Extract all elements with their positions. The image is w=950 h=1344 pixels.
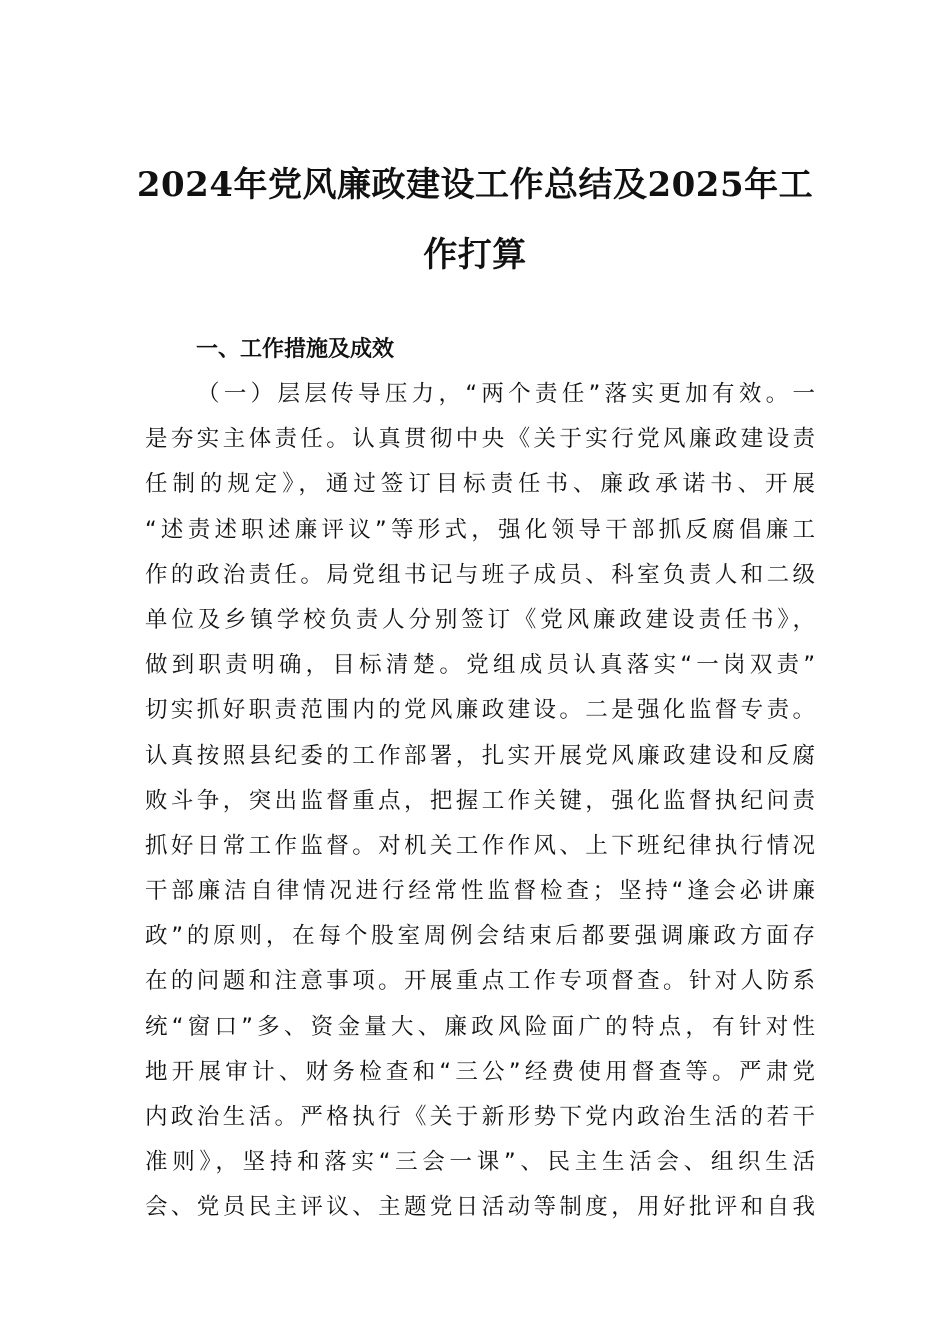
paragraph-line: “述责述职述廉评议”等形式，强化领导干部抓反腐倡廉工 xyxy=(145,516,815,543)
paragraph-line: 认真按照县纪委的工作部署，扎实开展党风廉政建设和反腐 xyxy=(145,742,815,769)
paragraph-line: 地开展审计、财务检查和“三公”经费使用督查等。严肃党 xyxy=(145,1058,815,1085)
paragraph-line: 干部廉洁自律情况进行经常性监督检查；坚持“逢会必讲廉 xyxy=(145,878,815,905)
paragraph-line: 切实抓好职责范围内的党风廉政建设。二是强化监督专责。 xyxy=(145,697,815,724)
paragraph-line: （一）层层传导压力，“两个责任”落实更加有效。一 xyxy=(197,381,815,407)
title-line: 作打算 xyxy=(423,235,527,275)
document-title xyxy=(120,150,830,290)
paragraph-line: 内政治生活。严格执行《关于新形势下党内政治生活的若干 xyxy=(145,1104,815,1130)
body-paragraph xyxy=(145,372,815,1231)
paragraph-line: 在的问题和注意事项。开展重点工作专项督查。针对人防系 xyxy=(145,968,815,995)
paragraph-line: 败斗争，突出监督重点，把握工作关键，强化监督执纪问责 xyxy=(145,787,815,814)
paragraph-line: 抓好日常工作监督。对机关工作作风、上下班纪律执行情况 xyxy=(145,832,815,859)
paragraph-line: 准则》，坚持和落实“三会一课”、民主生活会、组织生活 xyxy=(145,1149,815,1176)
paragraph-line: 政”的原则，在每个股室周例会结束后都要强调廉政方面存 xyxy=(145,923,815,950)
paragraph-line: 做到职责明确，目标清楚。党组成员认真落实“一岗双责” xyxy=(145,652,815,679)
paragraph-line: 作的政治责任。局党组书记与班子成员、科室负责人和二级 xyxy=(145,561,815,588)
paragraph-line: 统“窗口”多、资金量大、廉政风险面广的特点，有针对性 xyxy=(145,1013,815,1040)
paragraph-line: 是夯实主体责任。认真贯彻中央《关于实行党风廉政建设责 xyxy=(145,426,815,453)
paragraph-line: 会、党员民主评议、主题党日活动等制度，用好批评和自我 xyxy=(145,1194,815,1221)
paragraph-line: 单位及乡镇学校负责人分别签订《党风廉政建设责任书》， xyxy=(145,606,815,633)
paragraph-line: 任制的规定》，通过签订目标责任书、廉政承诺书、开展 xyxy=(145,471,815,498)
section-heading: 一、工作措施及成效 xyxy=(196,337,395,362)
title-line: 2024年党风廉政建设工作总结及2025年工 xyxy=(136,165,814,205)
